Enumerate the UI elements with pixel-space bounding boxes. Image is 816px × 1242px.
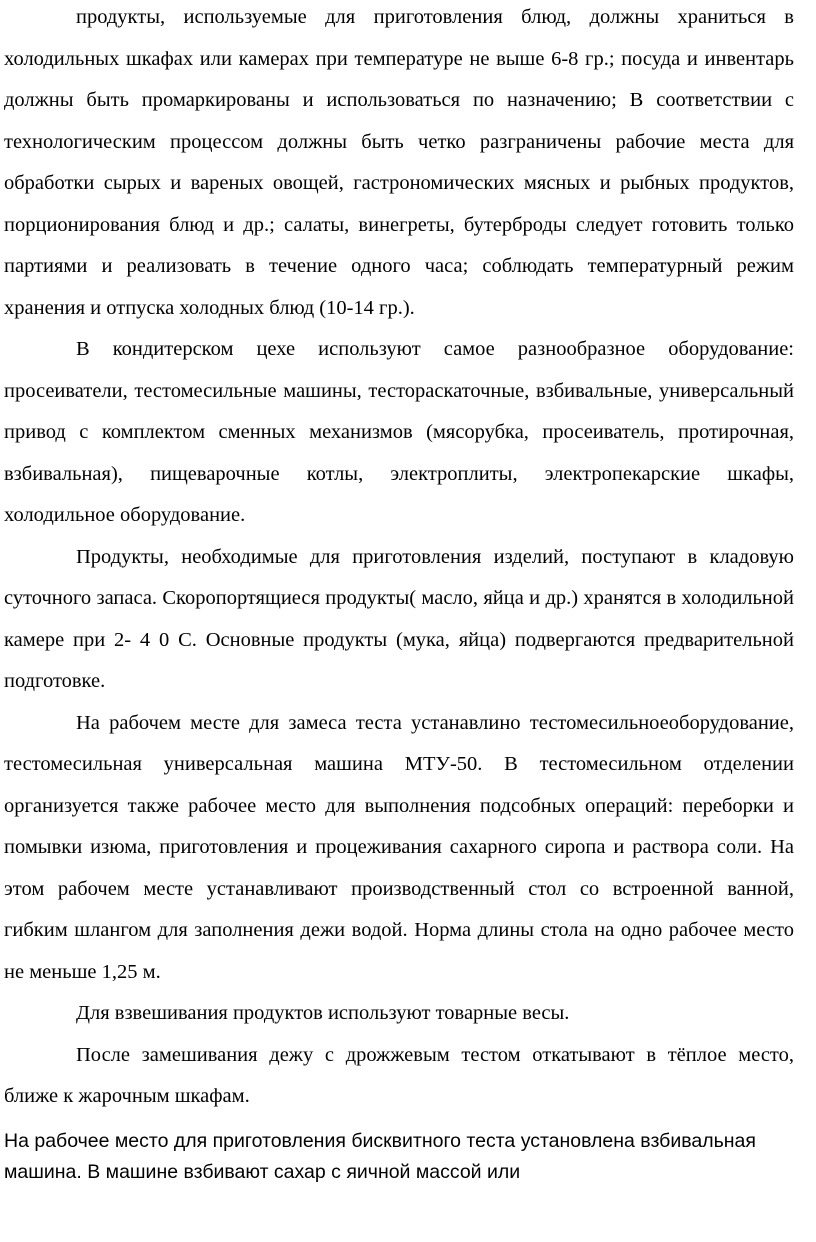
paragraph-dough-workplace: На рабочем месте для замеса теста устанавлино тестомесильноеоборудование, тестомесильная универсальная машина МТУ-50. В тестомесильном отделении организуется также рабочее место для выполнения подсобных операций: переборки и помывки изюма, приготовления и процеживания сахарного сиропа и раствора соли. На этом рабочем месте устанавливают производственный стол со встроенной ванной, гибким шлангом для заполнения дежи водой. Норма длины стола на одно рабочее место не меньше 1,25 м.	[4, 711, 794, 983]
document-body	[4, 0, 806, 1188]
paragraph-dough-proofing: После замешивания дежу с дрожжевым тестом откатывают в тёплое место, ближе к жарочным шкафам.	[4, 1043, 794, 1107]
paragraph-sponge-dough: На рабочее место для приготовления бисквитного теста установлена взбивальная машина. В машине взбивают сахар с яичной массой или	[4, 1129, 756, 1183]
paragraph-weighing: Для взвешивания продуктов используют товарные весы.	[76, 1002, 570, 1024]
paragraph-confectionery-equipment: В кондитерском цехе используют самое разнообразное оборудование: просеиватели, тестомесильные машины, тестораскаточные, взбивальные, универсальный привод с комплектом сменных механизмов (мясорубка, просеиватель, протирочная, взбивальная), пищеварочные котлы, электроплиты, электропекарские шкафы, холодильное оборудование.	[4, 338, 794, 526]
paragraph-storage-rules: продукты, используемые для приготовления блюд, должны храниться в холодильных шкафах или камерах при температуре не выше 6-8 гр.; посуда и инвентарь должны быть промаркированы и использоваться по назначению; В соответствии с технологическим процессом должны быть четко разграничены рабочие места для обработки сырых и вареных овощей, гастрономических мясных и рыбных продуктов, порционирования блюд и др.; салаты, винегреты, бутерброды следует готовить только партиями и реализовать в течение одного часа; соблюдать температурный режим хранения и отпуска холодных блюд (10-14 гр.).	[4, 6, 794, 319]
paragraph-products-storage: Продукты, необходимые для приготовления изделий, поступают в кладовую суточного запаса. Скоропортящиеся продукты( масло, яйца и др.) хранятся в холодильной камере при 2- 4 0 С. Основные продукты (мука, яйца) подвергаются предварительной подготовке.	[4, 545, 794, 692]
